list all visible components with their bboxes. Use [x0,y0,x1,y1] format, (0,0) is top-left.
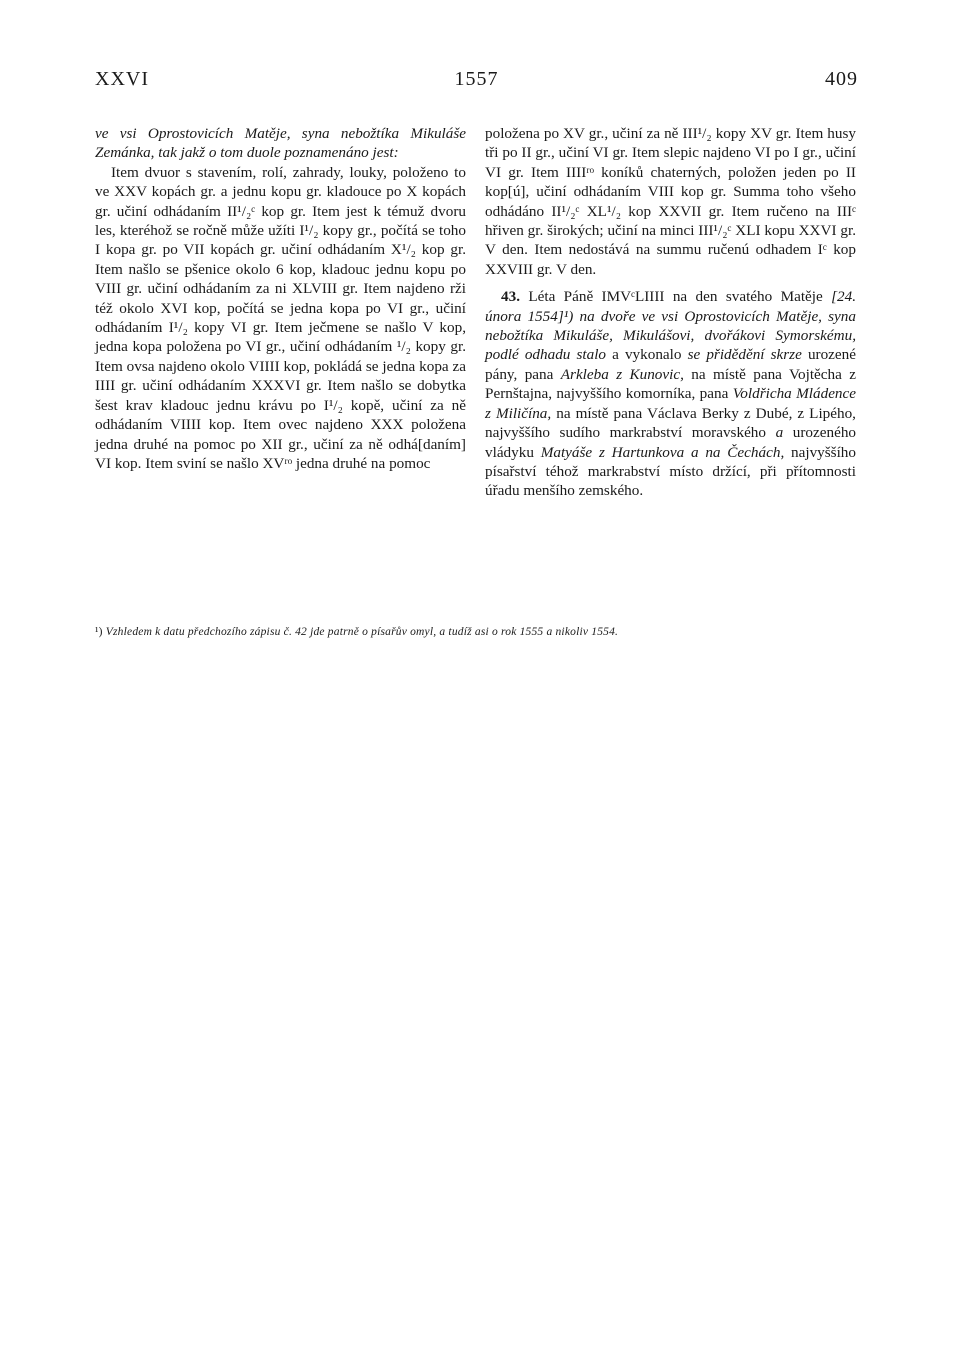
entry-43-text-a: Léta Páně IMVᶜLIIII na den svatého Matěje [528,288,832,306]
entry-43-text-k: urozeného vládyku [485,424,857,461]
entry-43-text-b: [24. února 1554]¹) na dvoře ve vsi Oprostovicích Matěje, syna nebožtíka Mikuláše, Mikulášovi, dvořákovi Symorskému, podlé odhadu stalo [485,288,856,364]
footnote-text: Vzhledem k datu předchozího zápisu č. 42 jde patrně o písařův omyl, a tudíž asi o rok 1555 a nikoliv 1554. [105,626,619,638]
left-paragraph-inventory: Item dvuor s stavením, rolí, zahrady, louky, položeno to ve XXV kopách gr. a jednu kopu gr. kladouce po X kopách gr. učiní odhádaním II¹/₂ᶜ kop gr. Item jest k témuž dvoru les, kteréhož se ročně může užíti I¹/₂ kopy gr., počítá se toho I kopa gr. po VII kopách gr. učiní odhádaním X¹/₂ kop gr. Item našlo se pšenice okolo 6 kop, kladouc jednu kopu po VIII gr. učiní odhádaním za ni XLVIII gr. Item najdeno rži též okolo XVI kop, počítá se jedna kopa po VI gr., učiní odhádaním I¹/₂ kopy VI gr. Item ječmene se našlo V kop, jedna kopa položena po VI gr., učiní odhádaním ¹/₂ kopy gr. Item ovsa najdeno okolo VIIII kop, pokládá se jedna kopa za IIII gr. učiní odhádaním XXXVI gr. Item našlo se dobytka šest krav kladouc jednu krávu po I¹/₂ kopě, učiní za ně odhádaním VIIII kop. Item ovec najdeno XXX položena jedna druhé na pomoc po XII gr., učiní za ně odhá[daním] VI kop. Item sviní se našlo XVʳᵒ jedna druhé na pomoc [95,163,466,472]
right-column [485,124,856,501]
footnote-mark: ¹) [95,626,103,638]
page-number: 409 [825,68,858,90]
entry-43-text-e: urozené pány, pana [485,346,856,383]
entry-43-text-g: na místě pana Vojtěcha z Pernštajna, najvyššího komorníka, pana [485,365,856,403]
entry-43-text-j: a [775,424,784,442]
entry-43-text-c: a vykonalo [606,346,688,364]
entry-43-text-d: se přidědění skrze [687,346,802,364]
entry-43-text-m: najvyššího písařství téhož markrabství místo držící, při přítomnosti úřadu menšího zemského. [485,443,856,500]
year-heading: 1557 [454,68,499,90]
entry-43-text-f: Arkleba z Kunovic, [560,365,684,383]
right-paragraph-continuation: položena po XV gr., učiní za ně III¹/₂ kopy XV gr. Item husy tři po II gr., učiní VI gr. Item slepic najdeno VI po I gr., učiní VI gr. Item IIIIʳᵒ koníků chaterných, položen jeden po II kop[ú], učiní odhádaním VIII kop gr. Summa toho všeho odhádáno II¹/₂ᶜ XL¹/₂ kop XXVII gr. Item ručeno na IIIᶜ hřiven gr. širokých; učiní na minci III¹/₂ᶜ XLI kopu XXVI gr. V den. Item nedostává na summu ručenú odhadem Iᶜ kop XXVIII gr. V den. [485,125,856,278]
left-intro-text: ve vsi Oprostovicích Matěje, syna nebožtíka Mikuláše Zemánka, tak jakž o tom duole poznamenáno jest: [95,125,466,162]
entry-43 [485,287,856,500]
left-paragraph-intro [95,124,466,163]
section-number: XXVI [95,68,149,90]
entry-43-text-i: na místě pana Václava Berky z Dubé, z Lipého, najvyššího sudího markrabství moravského [485,404,856,442]
footnote [95,624,865,640]
running-header [95,68,858,98]
left-column [95,124,466,473]
entry-number: 43. [501,288,520,306]
entry-43-text-l: Matyáše z Hartunkova a na Čechách, [540,443,785,461]
entry-43-text-h: Voldřicha Mládence z Miličína, [485,385,857,422]
